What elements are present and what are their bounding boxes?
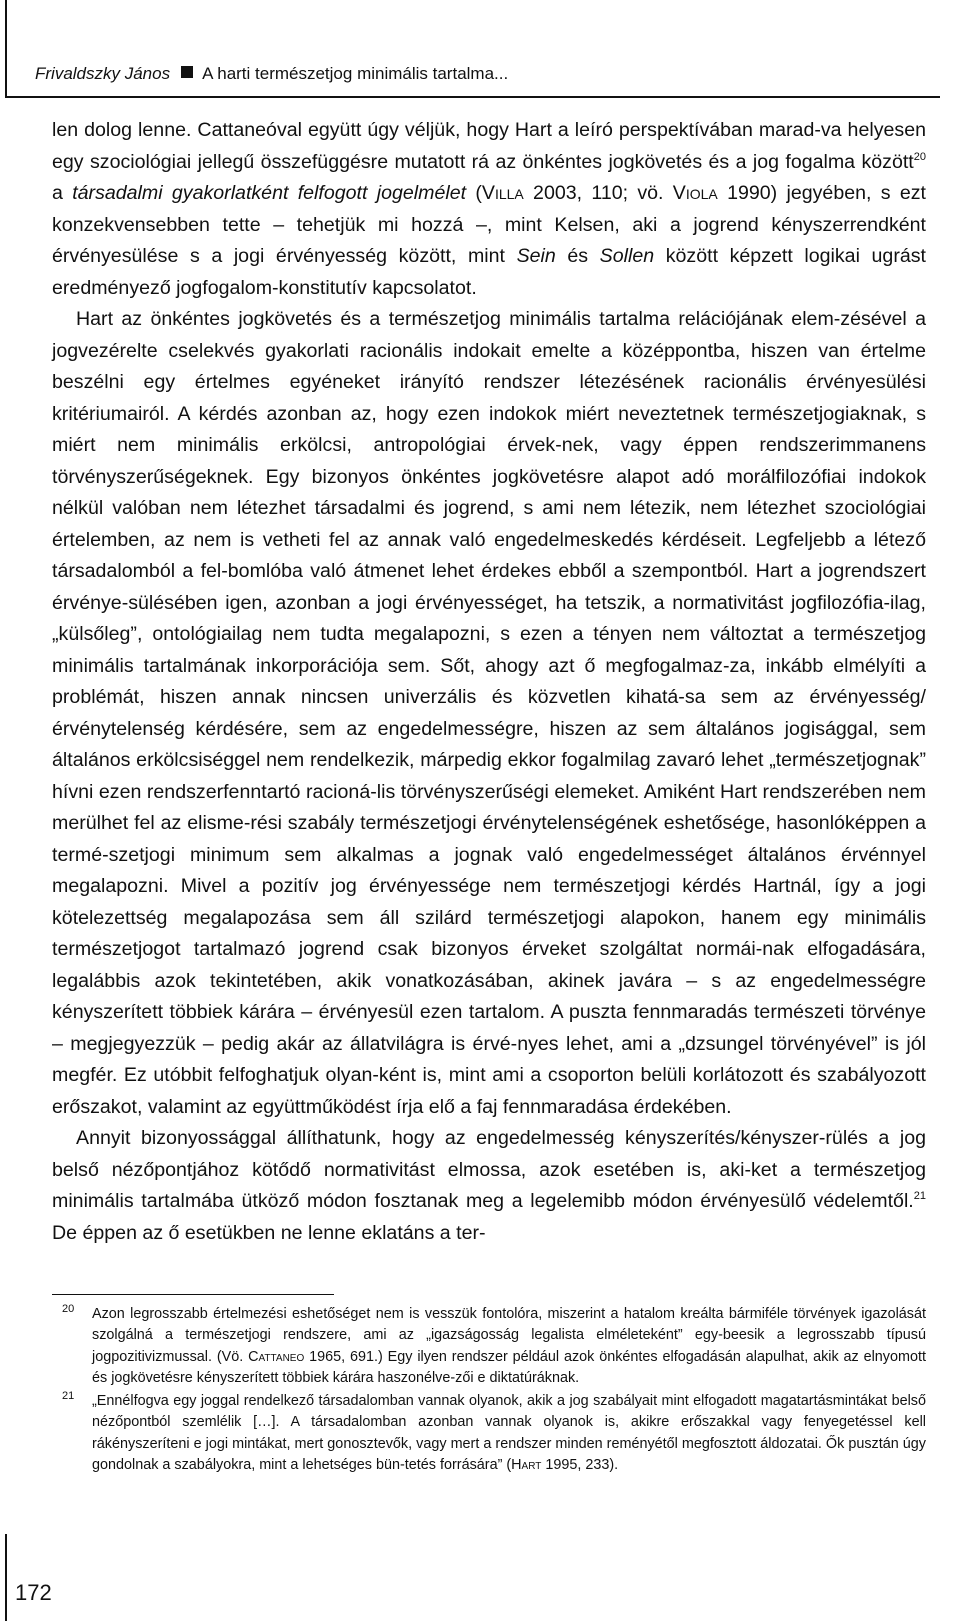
citation-author: Hart bbox=[511, 1457, 542, 1474]
running-header bbox=[35, 64, 508, 84]
citation-author: Villa bbox=[481, 182, 524, 204]
footnotes bbox=[62, 1304, 926, 1476]
text-segment: 1995, 233). bbox=[541, 1457, 619, 1474]
paragraph-1 bbox=[52, 115, 926, 304]
header-frame-left-rule bbox=[5, 0, 7, 96]
italic-phrase: társadalmi gyakorlatként felfogott jogelmélet bbox=[72, 182, 467, 204]
main-text bbox=[52, 115, 926, 1249]
paragraph-2: Hart az önkéntes jogkövetés és a természetjog minimális tartalma relációjának elem-zésével a jogvezérelte cselekvés gyakorlati racionális indokait emelte a középpontba, hiszen van értelme beszélni egy értelmes egyéneket irányító rendszer létezésének racionális érvényesülési kritériumairól. A kérdés azonban az, hogy ezen indokok miért neveztetnek természetjogiaknak, s miért nem minimális erkölcsi, antropológiai érvek-nek, vagy éppen rendszerimmanens törvényszerűségeknek. Egy bizonyos önkéntes jogkövetésre alapot adó morálfilozófiai indokok nélkül valóban nem létezhet társadalmi és jogrend, s ami nem létezik, nem létezhet szociológiai értelemben, az nem is vetheti fel az annak való engedelmeskedés kérdéseit. Legfeljebb a létező társadalomból a fel-bomlóba való átmenet lehet érdekes ebből a szempontból. Hart a jogrendszert érvénye-sülésében igen, azonban a jogi érvényességet, ha tetszik, a normativitást jogfilozófia-ilag, „külsőleg”, ontológiailag nem tudta megalapozni, s ezen a tényen nem változtat a természetjog minimális tartalmának inkorporációja sem. Sőt, ahogy azt ő megfogalmaz-za, inkább elmélyíti a problémát, hiszen annak nincsen univerzális és közvetlen kihatá-sa sem az érvényesség/érvénytelenség kérdésére, sem az engedelmességre, hiszen az sem általános jogisággal, sem általános erkölcsiséggel nem rendelkezik, márpedig ekkor fogalmilag zavaró lehet „természetjognak” hívni ezen rendszerfenntartó racioná-lis törvényszerűségi elemeket. Amiként Hart rendszerében nem merülhet fel az elisme-rési szabály természetjogi érvénytelenségének eshetősége, hasonlóképpen a termé-szetjogi minimum sem alkalmas a jognak való engedelmességet általános érvénnyel megalapozni. Mivel a pozitív jog érvényessége nem természetjogi kérdés Hartnál, így a jogi kötelezettség megalapozása sem áll szilárd természetjogi alapokon, hanem egy minimális természetjogot tartalmazó jogrend csak bizonyos érveket szolgáltat normái-nak elfogadására, legalábbis azok tekintetében, akik vonatkozásában, akinek javára – s az engedelmességre kényszerített többiek kárára – érvényesül ezen tartalom. A puszta fennmaradás természeti törvénye – megjegyezzük – pedig akár az állatvilágra is érvé-nyes lehet, ami a „dzsungel törvényével” is jól megfér. Ez utóbbit felfoghatjuk olyan-ként is, mint ami a csoporton belüli korlátozott és szabályozott erőszakot, valamint az együttműködést írja elő a faj fennmaradása érdekében. bbox=[52, 308, 926, 1118]
header-frame-bottom-rule bbox=[5, 96, 940, 98]
footnote-number: 21 bbox=[62, 1390, 75, 1403]
italic-term: Sein bbox=[516, 245, 556, 267]
text-segment: len dolog lenne. Cattaneóval együtt úgy véljük, hogy Hart a leíró perspektívában marad-va helyesen egy szociológiai jellegű összefüggésre mutatott rá az önkéntes jogkövetés és a jog fogalma között bbox=[52, 119, 926, 173]
citation-author: Cattaneo bbox=[248, 1348, 305, 1365]
square-bullet-icon bbox=[181, 66, 193, 78]
citation-author: Viola bbox=[672, 182, 718, 204]
page-number: 172 bbox=[15, 1580, 52, 1605]
footnote-20 bbox=[62, 1304, 926, 1389]
footnote-ref-21[interactable]: 21 bbox=[913, 1190, 926, 1202]
header-author: Frivaldszky János bbox=[35, 64, 171, 83]
text-segment: ( bbox=[466, 182, 482, 204]
page-number-rule bbox=[5, 1534, 7, 1621]
footnote-number: 20 bbox=[62, 1303, 75, 1315]
text-segment: a bbox=[52, 182, 73, 204]
header-title: A harti természetjog minimális tartalma... bbox=[202, 64, 509, 83]
paragraph-3 bbox=[52, 1123, 926, 1249]
footnote-21 bbox=[62, 1391, 926, 1476]
text-segment: 2003, 110; vö. bbox=[523, 182, 673, 204]
text-segment: között képzett logikai ugrást eredményező jogfogalom-konstitutív kapcsolatot. bbox=[52, 245, 926, 299]
italic-term: Sollen bbox=[599, 245, 655, 267]
text-segment: Azon legrosszabb értelmezési eshetőséget nem is vesszük fontolóra, miszerint a hatalom kreálta bármiféle törvények igazolását szolgálná a természetjogi rendszere, ami az „igazságosság legalista elméleteként” egy-beesik a legrosszabb típusú jogpozitivizmussal. (Vö. bbox=[92, 1306, 926, 1365]
text-segment: és bbox=[555, 245, 600, 267]
text-segment: Annyit bizonyossággal állíthatunk, hogy az engedelmesség kényszerítés/kényszer-rülés a jog belső nézőpontjához kötődő normativitást elmossa, azok esetében is, aki-ket a természetjog minimális tartalmába ütköző módon fosztanak meg a legelemibb módon érvényesülő védelemtől. bbox=[52, 1127, 926, 1212]
text-segment: „Ennélfogva egy joggal rendelkező társadalomban vannak olyanok, akik a jog szabályait mint elfogadott magatartásmintákat belső nézőpontból szemlélik […]. A társadalomban azonban vannak olyanok is, akikre erőszakkal vagy fenyegetéssel kell rákényszeríteni e jogi mintákat, mert gonosztevők, vagy mert a rendszer minden reményétől megfosztott áldozatai. Ők pusztán úgy gondolnak a szabályokra, mint a lehetséges bün-tetés forrására” ( bbox=[92, 1393, 926, 1474]
footnote-ref-20[interactable]: 20 bbox=[913, 150, 926, 163]
text-segment: 1990) jegyében, s ezt konzekvensebben tette – tehetjük mi hozzá –, mint Kelsen, aki a jogrend kényszerrendként érvényesülése s a jogi érvényesség között, mint bbox=[52, 182, 926, 267]
text-segment: De éppen az ő esetükben ne lenne eklatáns a ter- bbox=[52, 1221, 486, 1244]
footnote-separator bbox=[52, 1294, 334, 1295]
text-segment: 1965, 691.) Egy ilyen rendszer például azok önkéntes elfogadásán alapulhat, akik az elnyomott és jogkövetésre kényszerített többiek kárára haszonélve-zői e diktatúráknak. bbox=[92, 1348, 926, 1386]
